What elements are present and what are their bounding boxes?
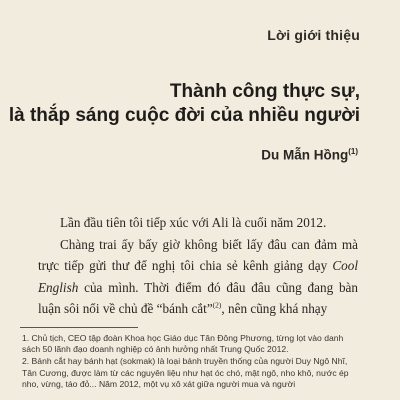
paragraph-2 <box>38 234 358 320</box>
footnote-divider <box>20 327 138 328</box>
paragraph-1: Lần đầu tiên tôi tiếp xúc với Ali là cuối năm 2012. <box>60 215 327 230</box>
footnote-1: 1. Chủ tịch, CEO tập đoàn Khoa học Giáo dục Tân Đông Phương, từng lọt vào danh sách 50 lãnh đạo doanh nghiệp có ảnh hưởng nhất Trung Quốc 2012. <box>22 333 344 355</box>
author-text: Du Mẫn Hồng <box>261 147 349 163</box>
body-text <box>38 212 358 320</box>
paragraph-2-part-a: Chàng trai ấy bấy giờ không biết lấy đâu can đảm mà trực tiếp gửi thư để nghị tôi chia sẻ kênh giảng dạy <box>38 236 358 273</box>
footnote-2: 2. Bánh cắt hay bánh hạt (sokmak) là loại bánh truyền thống của người Duy Ngô Nhĩ, Tân Cương, được làm từ các nguyên liệu như hạt óc chó, mật ngô, nho khô, nước ép nho, vừng, táo đỏ... Năm 2012, một vụ xô xát giữa người mua và người <box>22 356 349 389</box>
section-label: Lời giới thiệu <box>267 27 360 43</box>
paragraph-2-italic: Cool English <box>38 258 358 295</box>
author-footnote-ref: (1) <box>348 147 358 156</box>
paragraph-2-part-c: , nên cũng khá nhạy <box>221 301 328 316</box>
paragraph-2-footnote-ref: (2) <box>212 300 222 310</box>
chapter-title-line-2: là thắp sáng cuộc đời của nhiều người <box>8 105 360 126</box>
chapter-title-line-1: Thành công thực sự, <box>169 81 360 102</box>
author-name <box>261 147 358 163</box>
paragraph-2-part-b: của mình. Thời điểm đó đâu đâu cũng đang bàn luận sôi nổi về chủ đề “bánh cắt” <box>38 279 358 316</box>
footnotes <box>22 333 350 391</box>
chapter-title <box>9 80 360 128</box>
